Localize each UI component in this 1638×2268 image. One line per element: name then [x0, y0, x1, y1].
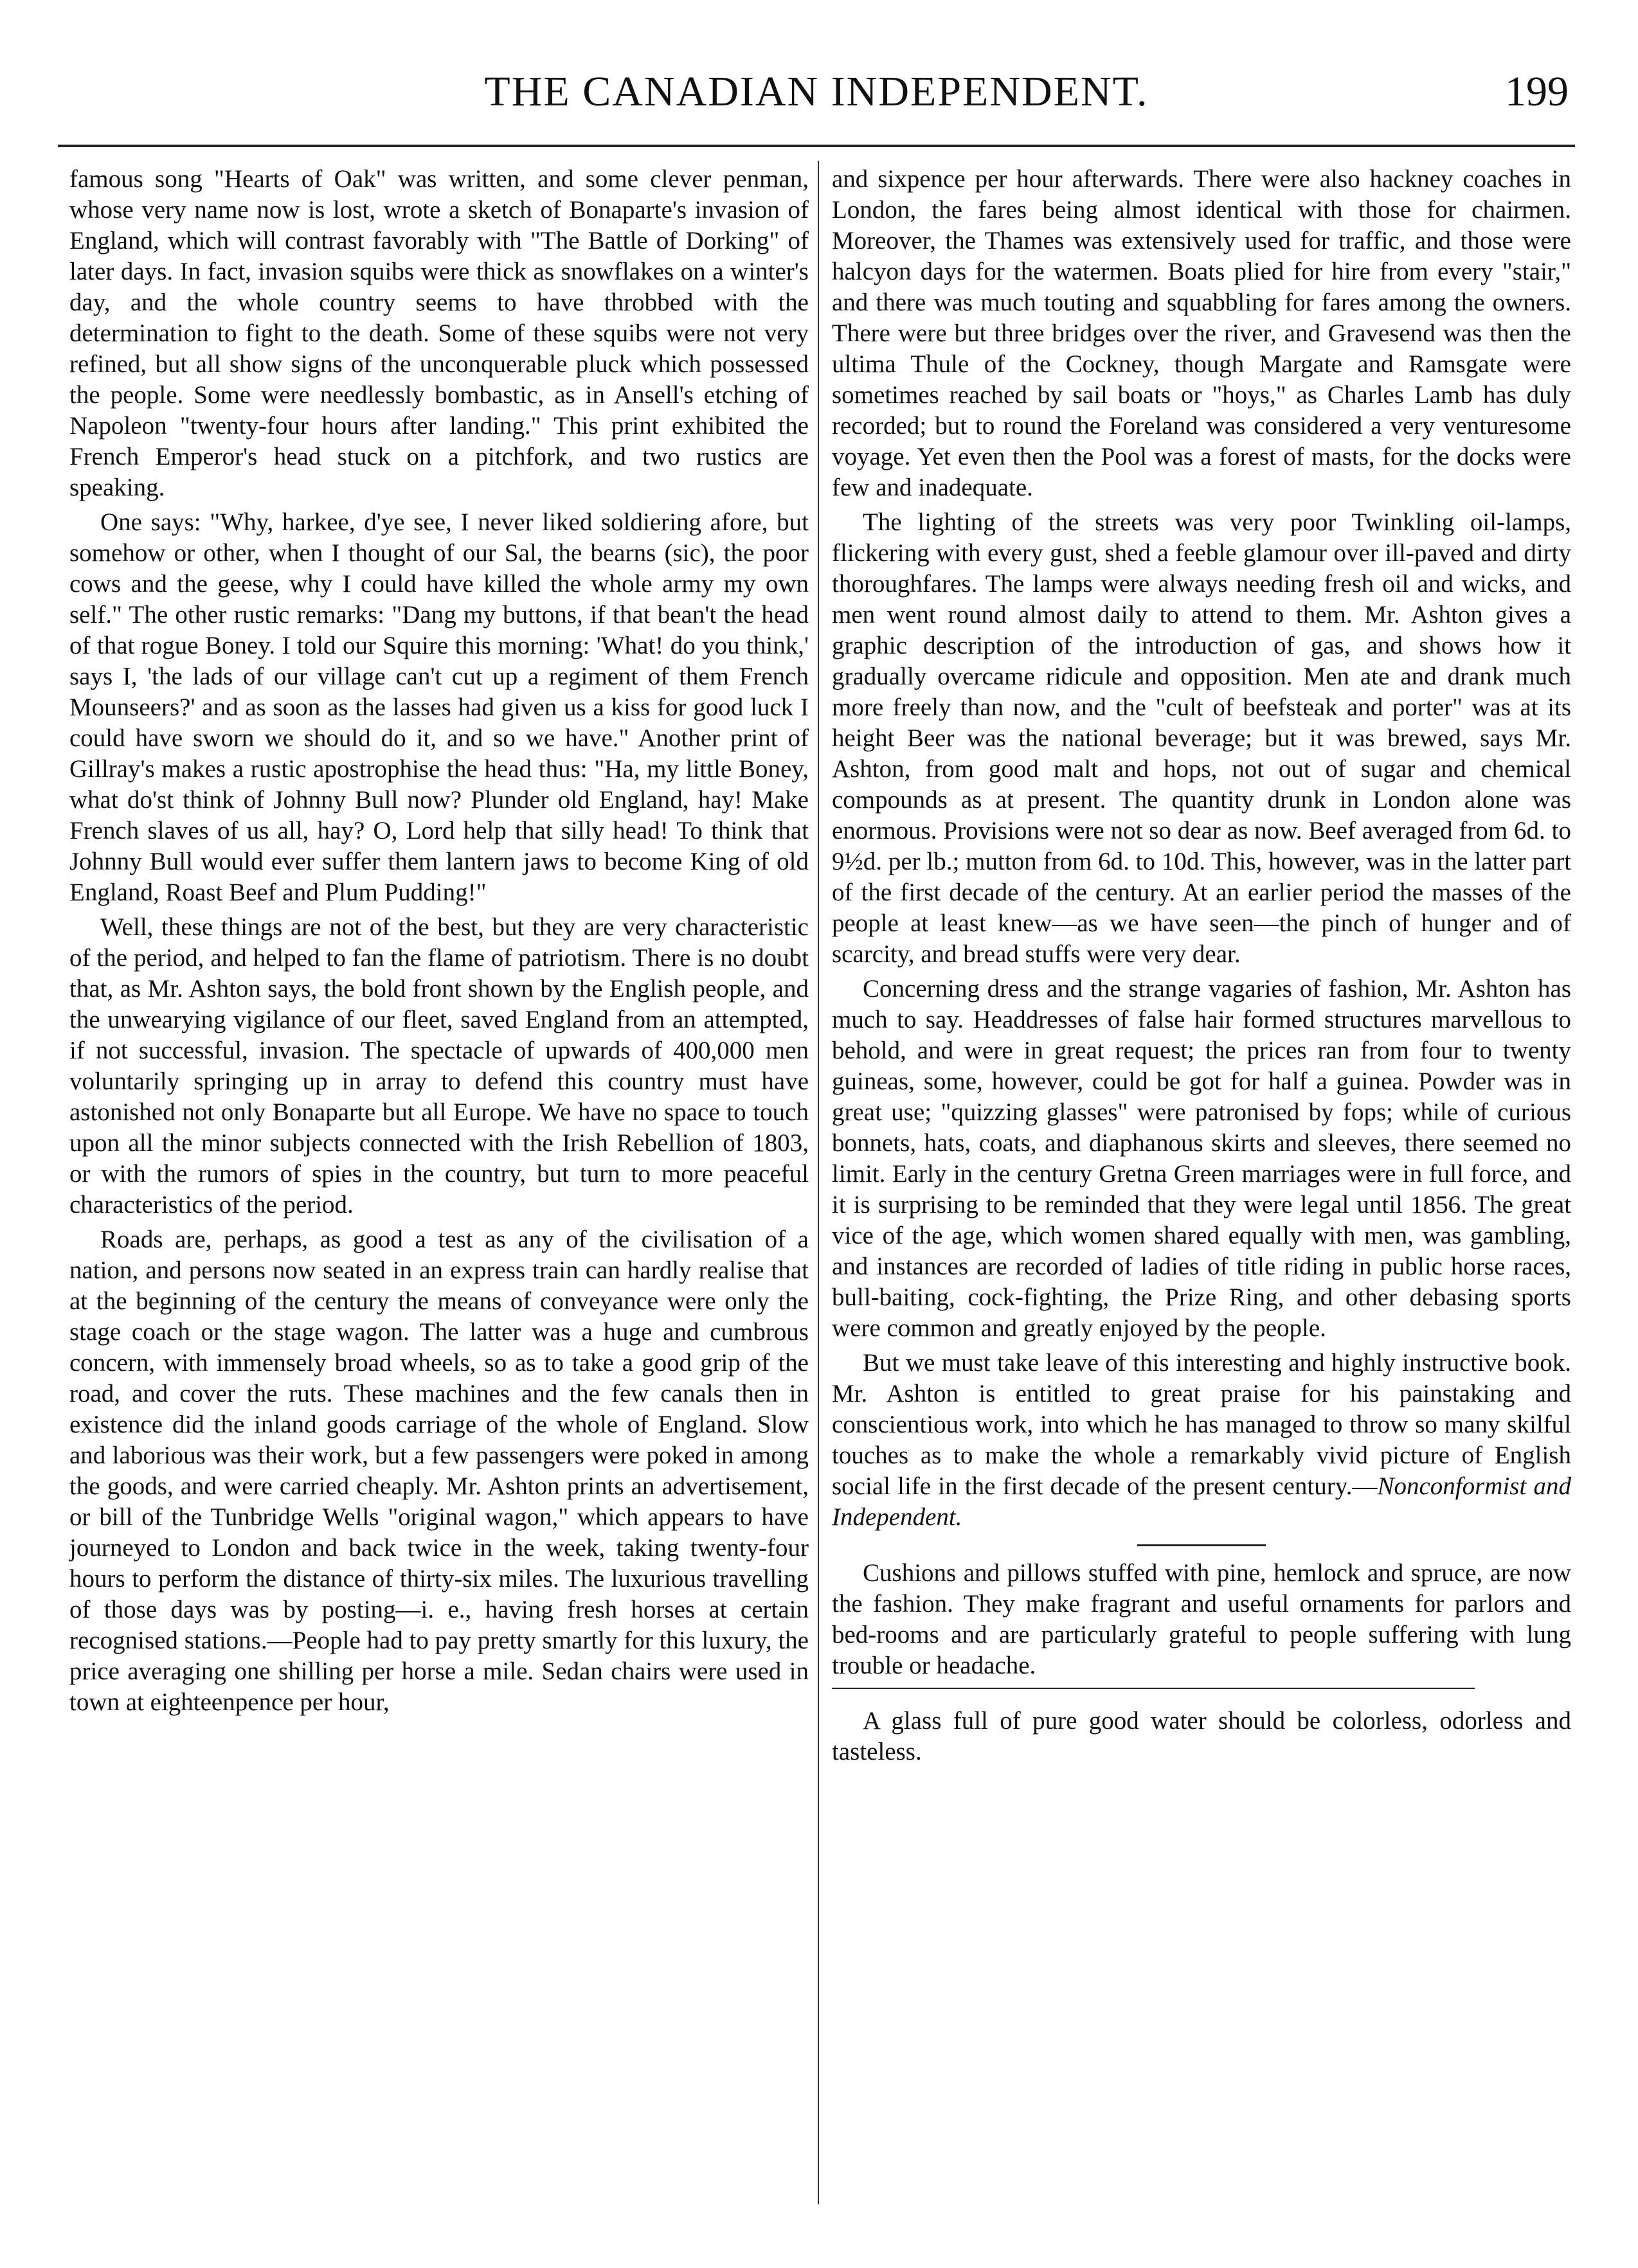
article-paragraph: famous song "Hearts of Oak" was written, and some clever penman, whose very name now is lost, wrote a sketch of Bonaparte's invasion of England, which will contrast favorably with "The Battle of Dorking" of later days. In fact, invasion squibs were thick as snowflakes on a winter's day, and the whole country seems to have throbbed with the determination to fight to the death. Some of these squibs were not very refined, but all show signs of the unconquerable pluck which possessed the people. Some were needlessly bombastic, as in Ansell's etching of Napoleon "twenty-four hours after landing." This print exhibited the French Emperor's head stuck on a pitchfork, and two rustics are speaking.: [69, 165, 809, 501]
page-number: 199: [1505, 68, 1569, 115]
note-paragraph: Cushions and pillows stuffed with pine, hemlock and spruce, are now the fashion. They make fragrant and useful ornaments for parlors and bed-rooms and are particularly grateful to people suffering with lung trouble or headache.: [832, 1559, 1571, 1679]
column-divider: [818, 161, 819, 2204]
article-paragraph: The lighting of the streets was very poor Twinkling oil-lamps, flickering with every gust, shed a feeble glamour over ill-paved and dirty thoroughfares. The lamps were always needing fresh oil and wicks, and men went round almost daily to attend to them. Mr. Ashton gives a graphic description of the introduction of gas, and shows how it gradually overcame ridicule and opposition. Men ate and drank much more freely than now, and the "cult of beefsteak and porter" was at its height Beer was the national beverage; but it was brewed, says Mr. Ashton, from good malt and hops, not out of sugar and chemical compounds as at present. The quantity drunk in London alone was enormous. Provisions were not so dear as now. Beef averaged from 6d. to 9½d. per lb.; mutton from 6d. to 10d. This, however, was in the latter part of the first decade of the century. At an earlier period the masses of the people at least knew—as we have seen—the pinch of hunger and of scarcity, and bread stuffs were very dear.: [832, 508, 1571, 968]
page-header: [58, 61, 1575, 132]
article-paragraph: Roads are, perhaps, as good a test as any of the civilisation of a nation, and persons now seated in an express train can hardly realise that at the beginning of the century the means of conveyance were only the stage coach or the stage wagon. The latter was a huge and cumbrous concern, with immensely broad wheels, so as to take a good grip of the road, and cover the ruts. These machines and the few canals then in existence did the inland goods carriage of the whole of England. Slow and laborious was their work, but a few passengers were poked in among the goods, and were carried cheaply. Mr. Ashton prints an advertisement, or bill of the Tunbridge Wells "original wagon," which appears to have journeyed to London and back twice in the week, taking twenty-four hours to perform the distance of thirty-six miles. The luxurious travelling of those days was by posting—i. e., having fresh horses at certain recognised stations.—People had to pay pretty smartly for this luxury, the price averaging one shilling per horse a mile. Sedan chairs were used in town at eighteenpence per hour,: [69, 1226, 809, 1716]
note-paragraph: A glass full of pure good water should be colorless, odorless and tasteless.: [832, 1707, 1571, 1765]
right-column: [832, 164, 1571, 1771]
section-divider: [832, 1688, 1475, 1689]
article-paragraph: and sixpence per hour afterwards. There were also hackney coaches in London, the fares being almost identical with those for chairmen. Moreover, the Thames was extensively used for traffic, and those were halcyon days for the watermen. Boats plied for hire from every "stair," and there was much touting and squabbling for fares among the owners. There were but three bridges over the river, and Gravesend was then the ultima Thule of the Cockney, though Margate and Ramsgate were sometimes reached by sail boats or "hoys," as Charles Lamb has duly recorded; but to round the Foreland was considered a very venturesome voyage. Yet even then the Pool was a forest of masts, for the docks were few and inadequate.: [832, 165, 1571, 501]
section-divider: [1137, 1544, 1266, 1546]
article-paragraph: Concerning dress and the strange vagaries of fashion, Mr. Ashton has much to say. Headdresses of false hair formed structures marvellous to behold, and were in great request; the prices ran from four to twenty guineas, some, however, could be got for half a guinea. Powder was in great use; "quizzing glasses" were patronised by fops; while of curious bonnets, hats, coats, and diaphanous skirts and sleeves, there seemed no limit. Early in the century Gretna Green marriages were in full force, and it is surprising to be reminded that they were legal until 1856. The great vice of the age, which women shared equally with men, was gambling, and instances are recorded of ladies of title riding in public horse races, bull-baiting, cock-fighting, the Prize Ring, and other debasing sports were common and greatly enjoyed by the people.: [832, 975, 1571, 1342]
left-column: [69, 164, 809, 1722]
header-rule: [58, 145, 1575, 147]
article-closing-text: But we must take leave of this interesting and highly instructive book. Mr. Ashton is entitled to great praise for his painstaking and conscientious work, into which he has managed to throw so many skilful touches as to make the whole a remarkably vivid picture of English social life in the first decade of the present century.—: [832, 1349, 1571, 1500]
article-attribution: Nonconformist and Independent.: [832, 1472, 1571, 1531]
article-paragraph: [832, 1348, 1571, 1533]
article-paragraph: Well, these things are not of the best, but they are very characteristic of the period, and helped to fan the flame of patriotism. There is no doubt that, as Mr. Ashton says, the bold front shown by the English people, and the unwearying vigilance of our fleet, saved England from an attempted, if not successful, invasion. The spectacle of upwards of 400,000 men voluntarily springing up in array to defend this country must have astonished not only Bonaparte but all Europe. We have no space to touch upon all the minor subjects connected with the Irish Rebellion of 1803, or with the rumors of spies in the country, but turn to more peaceful characteristics of the period.: [69, 913, 809, 1219]
article-paragraph: One says: "Why, harkee, d'ye see, I never liked soldiering afore, but somehow or other, when I thought of our Sal, the bearns (sic), the poor cows and the geese, why I could have killed the whole army my own self." The other rustic remarks: "Dang my buttons, if that bean't the head of that rogue Boney. I told our Squire this morning: 'What! do you think,' says I, 'the lads of our village can't cut up a regiment of them French Mounseers?' and as soon as the lasses had given us a kiss for good luck I could have sworn we should do it, and so we have." Another print of Gillray's makes a rustic apostrophise the head thus: "Ha, my little Boney, what do'st think of Johnny Bull now? Plunder old England, hay! Make French slaves of us all, hay? O, Lord help that silly head! To think that Johnny Bull would ever suffer them lantern jaws to become King of old England, Roast Beef and Plum Pudding!": [69, 508, 809, 906]
page-title: THE CANADIAN INDEPENDENT.: [484, 68, 1149, 115]
